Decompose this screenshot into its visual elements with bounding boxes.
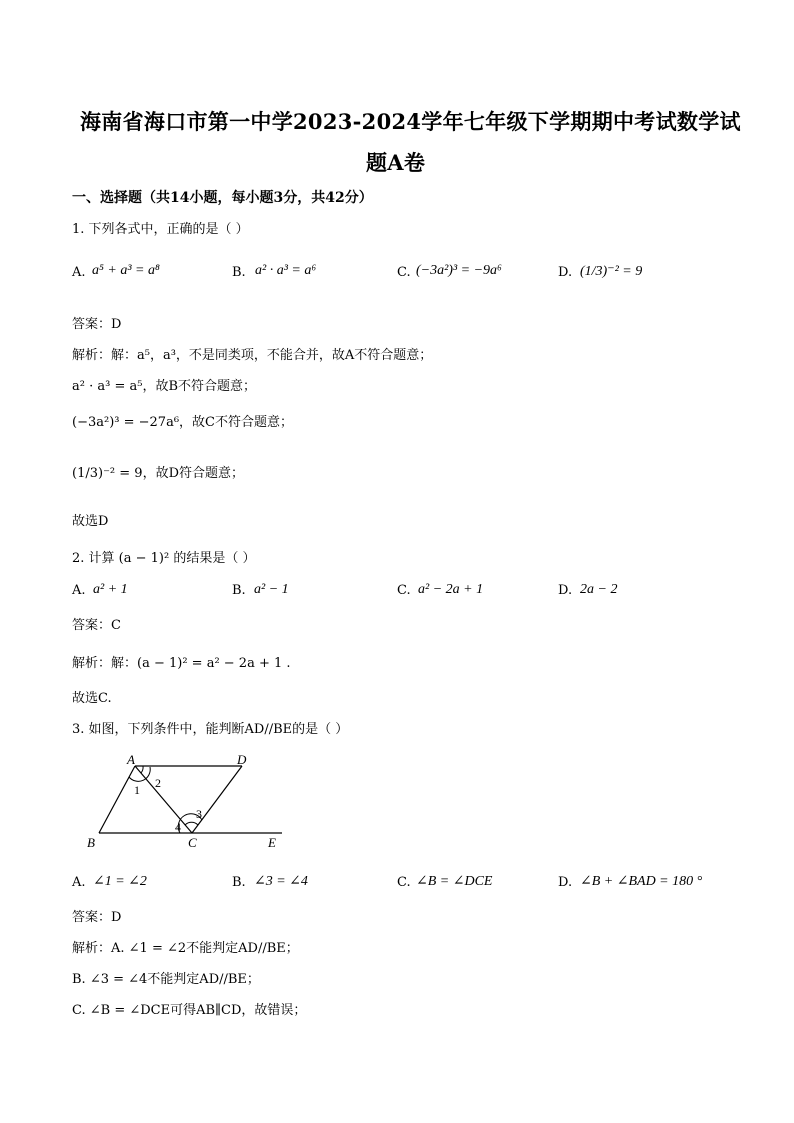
option-expression: 2a − 2 (580, 582, 618, 597)
point-label-E: E (268, 835, 276, 850)
option-letter: C. (397, 265, 411, 280)
option-expression: ∠3 = ∠4 (254, 874, 308, 889)
option-expression: ∠B + ∠BAD = 180 ° (580, 874, 703, 889)
angle-label-1: 1 (134, 783, 140, 797)
question-2-explanation-line: 解析：解：(a − 1)² = a² − 2a + 1 . (72, 656, 291, 671)
angle-arc-inner-c (185, 822, 198, 825)
option-letter: A. (72, 875, 86, 890)
option-letter: A. (72, 583, 86, 598)
question-2-explanation-line: 故选C. (72, 691, 112, 706)
question-3-stem: 3. 如图，下列条件中，能判断AD//BE的是（ ） (72, 722, 349, 737)
question-1-answer: 答案：D (72, 317, 122, 332)
option-expression: ∠B = ∠DCE (416, 874, 493, 889)
question-3-explanation-line: C. ∠B = ∠DCE可得AB∥CD，故错误； (72, 1003, 307, 1018)
point-label-A: A (127, 755, 135, 767)
angle-label-4: 4 (175, 820, 181, 834)
option-letter: D. (558, 875, 573, 890)
option-letter: B. (232, 265, 246, 280)
option-expression: (−3a²)³ = −9a⁶ (416, 263, 502, 278)
option-expression: (1/3)⁻² = 9 (580, 264, 643, 279)
option-expression: a² − 1 (254, 582, 289, 597)
question-1-explanation-line: 解析：解：a⁵，a³，不是同类项，不能合并，故A不符合题意； (72, 348, 433, 363)
option-expression: a² + 1 (93, 582, 128, 597)
point-label-D: D (237, 755, 247, 767)
point-label-B: B (87, 835, 95, 850)
question-3-explanation-line: B. ∠3 = ∠4不能判定AD//BE； (72, 972, 260, 987)
question-1-stem: 1. 下列各式中，正确的是（ ） (72, 222, 249, 237)
option-letter: B. (232, 583, 246, 598)
question-3-answer: 答案：D (72, 910, 122, 925)
option-letter: C. (397, 583, 411, 598)
segment-AB (99, 766, 135, 833)
option-letter: C. (397, 875, 411, 890)
question-1-explanation-line: (−3a²)³ = −27a⁶，故C不符合题意； (72, 415, 293, 430)
option-letter: A. (72, 265, 86, 280)
question-2-stem: 2. 计算 (a − 1)² 的结果是（ ） (72, 551, 256, 566)
question-3-explanation-line: 解析：A. ∠1 = ∠2不能判定AD//BE； (72, 941, 299, 956)
angle-arc-inner (141, 766, 143, 773)
option-letter: D. (558, 265, 573, 280)
option-expression: ∠1 = ∠2 (93, 874, 147, 889)
question-1-explanation-line: a² · a³ = a⁵，故B不符合题意； (72, 379, 256, 394)
option-expression: a² − 2a + 1 (418, 582, 484, 597)
angle-arc-1-2 (129, 767, 150, 781)
option-letter: B. (232, 875, 246, 890)
section-heading: 一、选择题（共14小题，每小题3分，共42分） (72, 190, 373, 206)
point-label-C: C (188, 835, 197, 850)
segment-AC (135, 766, 192, 833)
question-2-answer: 答案：C (72, 618, 121, 633)
segment-DC (192, 766, 242, 833)
angle-label-2: 2 (155, 776, 161, 790)
option-expression: a⁵ + a³ = a⁸ (92, 263, 160, 278)
question-1-explanation-line: 故选D (72, 514, 109, 529)
option-letter: D. (558, 583, 573, 598)
geometry-figure (80, 755, 290, 855)
page-title: 海南省海口市第一中学2023-2024学年七年级下学期期中考试数学试 (80, 109, 741, 134)
angle-label-3: 3 (196, 807, 202, 821)
page-title-continued: 题A卷 (366, 150, 426, 175)
option-expression: a² · a³ = a⁶ (255, 263, 317, 278)
question-1-explanation-line: (1/3)⁻² = 9，故D符合题意； (72, 466, 244, 481)
